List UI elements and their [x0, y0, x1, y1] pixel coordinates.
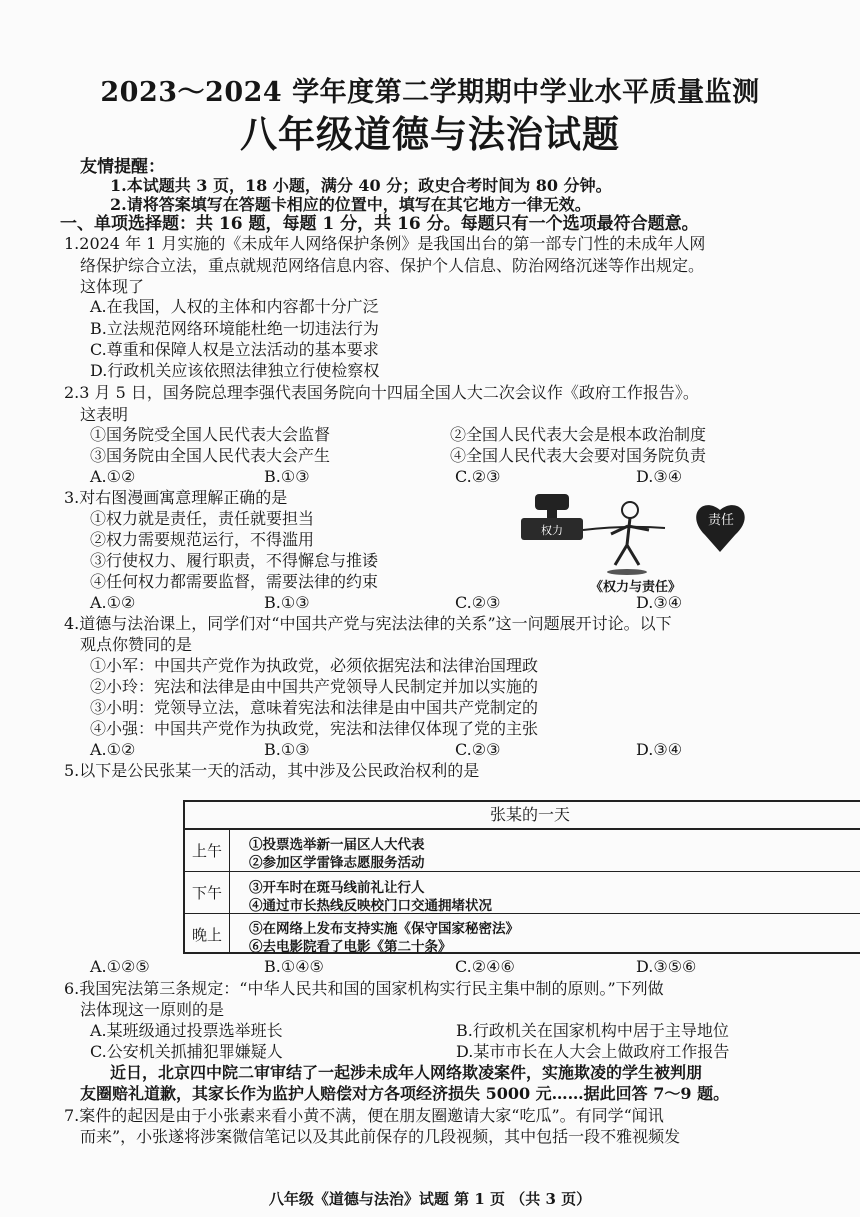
activity-4: ④通过市长热线反映校门口交通拥堵状况	[249, 898, 492, 914]
q4-statement-1: ①小军：中国共产党作为执政党，必须依据宪法和法律治国理政	[90, 656, 539, 675]
q6-stem-1: 6.我国宪法第三条规定：“中华人民共和国的国家机构实行民主集中制的原则。”下列做	[64, 979, 664, 998]
power-responsibility-cartoon	[515, 490, 775, 585]
q1-option-d: D.行政机关应该依照法律独立行使检察权	[90, 361, 380, 380]
q1-stem-2: 络保护综合立法，重点就规范网络信息内容、保护个人信息、防治网络沉迷等作出规定。	[80, 256, 705, 275]
q2-option-c: C.②③	[455, 467, 501, 486]
passage-line-2: 友圈赔礼道歉，其家长作为监护人赔偿对方各项经济损失 5000 元……据此回答 7～9 题。	[80, 1084, 730, 1103]
q6-option-b: B.行政机关在国家机构中居于主导地位	[456, 1021, 729, 1040]
q3-option-b: B.①③	[264, 593, 310, 612]
tip-line-2: 2.请将答案填写在答题卡相应的位置中，填写在其它地方一律无效。	[110, 195, 591, 214]
q1-stem-1: 1.2024 年 1 月实施的《未成年人网络保护条例》是我国出台的第一部专门性的未成年人网	[64, 234, 706, 253]
q3-statement-3: ③行使权力、履行职责，不得懈怠与推诿	[90, 551, 379, 570]
q3-stem: 3.对右图漫画寓意理解正确的是	[64, 488, 288, 507]
activity-2: ②参加区学雷锋志愿服务活动	[249, 855, 425, 871]
q2-statement-1: ①国务院受全国人民代表大会监督	[90, 425, 331, 444]
schedule-row-afternoon	[185, 872, 860, 914]
q3-statement-2: ②权力需要规范运行，不得滥用	[90, 530, 315, 549]
q4-stem-1: 4.道德与法治课上，同学们对“中国共产党与宪法法律的关系”这一问题展开讨论。以下	[64, 614, 672, 633]
q2-statement-3: ③国务院由全国人民代表大会产生	[90, 446, 331, 465]
schedule-title: 张某的一天	[185, 802, 860, 830]
q6-stem-2: 法体现这一原则的是	[80, 1000, 225, 1019]
morning-label: 上午	[185, 829, 230, 871]
page-footer: 八年级《道德与法治》试题 第 1 页 （共 3 页）	[268, 1190, 592, 1208]
q1-option-b: B.立法规范网络环境能杜绝一切违法行为	[90, 319, 379, 338]
q4-option-a: A.①②	[90, 740, 136, 759]
exam-session-title: 2023～2024 学年度第二学期期中学业水平质量监测	[100, 77, 760, 108]
activity-5: ⑤在网络上发布支持实施《保守国家秘密法》	[249, 921, 519, 937]
q7-stem-2: 而来”，小张遂将涉案微信笔记以及其此前保存的几段视频，其中包括一段不雅视频发	[80, 1127, 681, 1146]
activity-3: ③开车时在斑马线前礼让行人	[249, 880, 425, 896]
q6-option-d: D.某市市长在人大会上做政府工作报告	[456, 1042, 730, 1061]
q4-statement-3: ③小明：党领导立法，意味着宪法和法律是由中国共产党制定的	[90, 698, 539, 717]
activity-1: ①投票选举新一届区人大代表	[249, 837, 425, 853]
section-heading: 一、单项选择题：共 16 题，每题 1 分，共 16 分。每题只有一个选项最符合题意。	[60, 214, 699, 234]
q2-stem-1: 2.3 月 5 日，国务院总理李强代表国务院向十四届全国人大二次会议作《政府工作报告》。	[64, 383, 699, 402]
q1-option-c: C.尊重和保障人权是立法活动的基本要求	[90, 340, 379, 359]
cartoon-duty-label: 责任	[707, 513, 735, 528]
q5-option-c: C.②④⑥	[455, 957, 515, 976]
q2-statement-4: ④全国人民代表大会要对国务院负责	[450, 446, 707, 465]
q3-statement-1: ①权力就是责任，责任就要担当	[90, 509, 315, 528]
q2-statement-2: ②全国人民代表大会是根本政治制度	[450, 425, 707, 444]
tip-line-1: 1.本试题共 3 页，18 小题，满分 40 分；政史合考时间为 80 分钟。	[110, 176, 612, 195]
q2-option-d: D.③④	[636, 467, 683, 486]
q7-stem-1: 7.案件的起因是由于小张素来看小黄不满，便在朋友圈邀请大家“吃瓜”。有同学“闻讯	[64, 1106, 664, 1125]
q2-option-b: B.①③	[264, 467, 310, 486]
afternoon-label: 下午	[185, 872, 230, 913]
schedule-row-evening	[185, 914, 860, 954]
q5-option-b: B.①④⑤	[264, 957, 324, 976]
q5-option-a: A.①②⑤	[90, 957, 150, 976]
q5-option-d: D.③⑤⑥	[636, 957, 697, 976]
q4-option-b: B.①③	[264, 740, 310, 759]
q4-option-c: C.②③	[455, 740, 501, 759]
q3-statement-4: ④任何权力都需要监督，需要法律的约束	[90, 572, 379, 591]
q3-option-c: C.②③	[455, 593, 501, 612]
passage-line-1: 近日，北京四中院二审审结了一起涉未成年人网络欺凌案件，实施欺凌的学生被判朋	[110, 1063, 703, 1082]
tips-heading: 友情提醒：	[80, 157, 165, 177]
cartoon-power-label: 权力	[541, 524, 563, 537]
q1-option-a: A.在我国，人权的主体和内容都十分广泛	[90, 297, 379, 316]
q2-option-a: A.①②	[90, 467, 136, 486]
q4-statement-2: ②小玲：宪法和法律是由中国共产党领导人民制定并加以实施的	[90, 677, 539, 696]
schedule-table	[183, 800, 860, 954]
q2-stem-2: 这表明	[80, 405, 129, 424]
exam-title: 八年级道德与法治试题	[240, 112, 620, 156]
evening-label: 晚上	[185, 914, 230, 954]
activity-6: ⑥去电影院看了电影《第二十条》	[249, 939, 452, 955]
q6-option-c: C.公安机关抓捕犯罪嫌疑人	[90, 1042, 283, 1061]
q4-option-d: D.③④	[636, 740, 683, 759]
q3-option-d: D.③④	[636, 593, 683, 612]
q3-option-a: A.①②	[90, 593, 136, 612]
q1-stem-3: 这体现了	[80, 277, 145, 296]
q4-statement-4: ④小强：中国共产党作为执政党，宪法和法律仅体现了党的主张	[90, 719, 539, 738]
q6-option-a: A.某班级通过投票选举班长	[90, 1021, 283, 1040]
cartoon-caption: 《权力与责任》	[590, 580, 682, 595]
q4-stem-2: 观点你赞同的是	[80, 635, 193, 654]
q5-stem: 5.以下是公民张某一天的活动，其中涉及公民政治权利的是	[64, 761, 480, 780]
schedule-row-morning	[185, 829, 860, 872]
